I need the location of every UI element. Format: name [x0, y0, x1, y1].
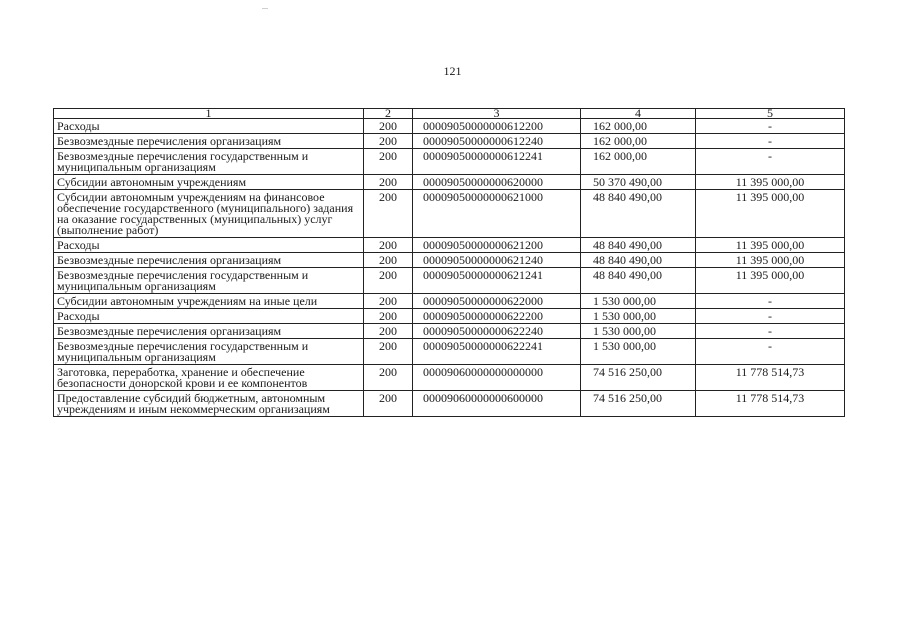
- row-amount-plan-cell: 74 516 250,00: [581, 391, 696, 417]
- row-classification-cell: 00009050000000621240: [413, 253, 581, 268]
- row-code-cell: 200: [364, 175, 413, 190]
- row-name-cell: Безвозмездные перечисления государственным и муниципальным организациям: [54, 339, 364, 365]
- row-amount-fact-cell: 11 395 000,00: [696, 175, 845, 190]
- table-row: [54, 309, 845, 324]
- row-code-cell: 200: [364, 119, 413, 134]
- row-code-cell: 200: [364, 294, 413, 309]
- row-amount-fact-cell: -: [696, 119, 845, 134]
- column-header: 4: [581, 109, 696, 119]
- row-amount-plan-cell: 48 840 490,00: [581, 253, 696, 268]
- row-name-cell: Безвозмездные перечисления организациям: [54, 253, 364, 268]
- row-amount-fact-cell: -: [696, 309, 845, 324]
- table-row: [54, 190, 845, 238]
- table-row: [54, 294, 845, 309]
- row-amount-fact-cell: -: [696, 134, 845, 149]
- row-name-cell: Расходы: [54, 309, 364, 324]
- table-row: [54, 134, 845, 149]
- row-amount-fact-cell: 11 395 000,00: [696, 190, 845, 238]
- table-row: [54, 339, 845, 365]
- row-amount-plan-cell: 162 000,00: [581, 149, 696, 175]
- row-amount-fact-cell: 11 778 514,73: [696, 391, 845, 417]
- column-header: 2: [364, 109, 413, 119]
- row-amount-plan-cell: 162 000,00: [581, 119, 696, 134]
- row-code-cell: 200: [364, 134, 413, 149]
- row-classification-cell: 00009050000000622240: [413, 324, 581, 339]
- row-code-cell: 200: [364, 190, 413, 238]
- row-code-cell: 200: [364, 238, 413, 253]
- row-name-cell: Предоставление субсидий бюджетным, автономным учреждениям и иным некоммерческим организациям: [54, 391, 364, 417]
- row-classification-cell: 00009060000000600000: [413, 391, 581, 417]
- row-code-cell: 200: [364, 324, 413, 339]
- row-amount-plan-cell: 1 530 000,00: [581, 339, 696, 365]
- row-name-cell: Безвозмездные перечисления организациям: [54, 324, 364, 339]
- row-name-cell: Безвозмездные перечисления государственным и муниципальным организациям: [54, 268, 364, 294]
- row-code-cell: 200: [364, 268, 413, 294]
- row-amount-plan-cell: 48 840 490,00: [581, 238, 696, 253]
- table-row: [54, 268, 845, 294]
- row-name-cell: Субсидии автономным учреждениям: [54, 175, 364, 190]
- row-name-cell: Безвозмездные перечисления государственным и муниципальным организациям: [54, 149, 364, 175]
- row-classification-cell: 00009050000000612241: [413, 149, 581, 175]
- row-amount-fact-cell: 11 395 000,00: [696, 238, 845, 253]
- row-code-cell: 200: [364, 253, 413, 268]
- row-code-cell: 200: [364, 365, 413, 391]
- table-header-row: [54, 109, 845, 119]
- column-header: 5: [696, 109, 845, 119]
- row-name-cell: Безвозмездные перечисления организациям: [54, 134, 364, 149]
- table-row: [54, 238, 845, 253]
- column-header: 1: [54, 109, 364, 119]
- row-name-cell: Субсидии автономным учреждениям на финансовое обеспечение государственного (муниципального) задания на оказание государственных (муниципальных) услуг (выполнение работ): [54, 190, 364, 238]
- row-amount-plan-cell: 48 840 490,00: [581, 268, 696, 294]
- row-amount-plan-cell: 1 530 000,00: [581, 294, 696, 309]
- table-row: [54, 324, 845, 339]
- column-header: 3: [413, 109, 581, 119]
- table-row: [54, 365, 845, 391]
- row-amount-fact-cell: 11 778 514,73: [696, 365, 845, 391]
- page-number: 121: [443, 64, 462, 78]
- row-classification-cell: 00009050000000612200: [413, 119, 581, 134]
- row-amount-plan-cell: 1 530 000,00: [581, 324, 696, 339]
- row-code-cell: 200: [364, 309, 413, 324]
- row-name-cell: Заготовка, переработка, хранение и обеспечение безопасности донорской крови и ее компонентов: [54, 365, 364, 391]
- row-amount-plan-cell: 1 530 000,00: [581, 309, 696, 324]
- row-name-cell: Расходы: [54, 238, 364, 253]
- row-classification-cell: 00009050000000621241: [413, 268, 581, 294]
- row-classification-cell: 00009050000000621000: [413, 190, 581, 238]
- row-classification-cell: 00009050000000622200: [413, 309, 581, 324]
- row-amount-fact-cell: 11 395 000,00: [696, 253, 845, 268]
- row-classification-cell: 00009050000000621200: [413, 238, 581, 253]
- row-amount-fact-cell: -: [696, 294, 845, 309]
- row-classification-cell: 00009050000000612240: [413, 134, 581, 149]
- row-amount-plan-cell: 162 000,00: [581, 134, 696, 149]
- row-code-cell: 200: [364, 391, 413, 417]
- row-classification-cell: 00009060000000000000: [413, 365, 581, 391]
- row-amount-fact-cell: -: [696, 339, 845, 365]
- scan-artifact: [262, 8, 268, 9]
- row-name-cell: Расходы: [54, 119, 364, 134]
- row-classification-cell: 00009050000000620000: [413, 175, 581, 190]
- row-amount-fact-cell: 11 395 000,00: [696, 268, 845, 294]
- row-amount-plan-cell: 50 370 490,00: [581, 175, 696, 190]
- table-row: [54, 119, 845, 134]
- row-name-cell: Субсидии автономным учреждениям на иные цели: [54, 294, 364, 309]
- table-row: [54, 175, 845, 190]
- table-row: [54, 149, 845, 175]
- row-amount-plan-cell: 74 516 250,00: [581, 365, 696, 391]
- row-classification-cell: 00009050000000622000: [413, 294, 581, 309]
- row-amount-fact-cell: -: [696, 149, 845, 175]
- row-code-cell: 200: [364, 149, 413, 175]
- table-row: [54, 253, 845, 268]
- row-amount-fact-cell: -: [696, 324, 845, 339]
- table-row: [54, 391, 845, 417]
- row-classification-cell: 00009050000000622241: [413, 339, 581, 365]
- row-amount-plan-cell: 48 840 490,00: [581, 190, 696, 238]
- budget-table: [53, 108, 845, 417]
- row-code-cell: 200: [364, 339, 413, 365]
